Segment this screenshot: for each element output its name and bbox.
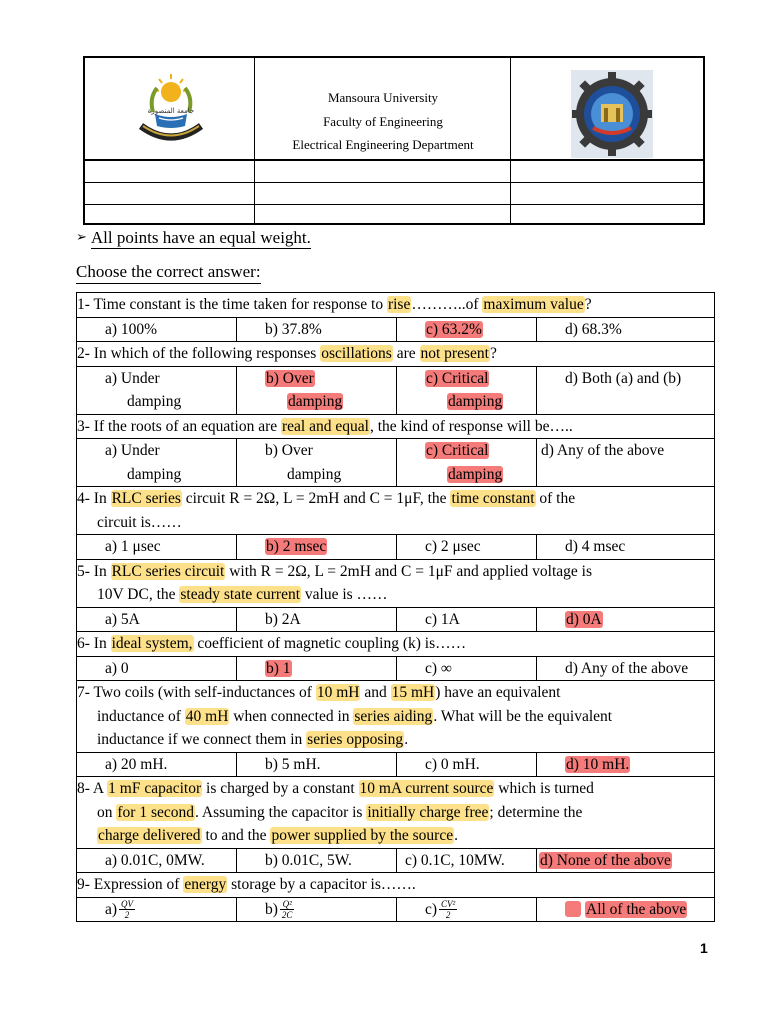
question-row [77, 414, 715, 439]
option-a[interactable]: a) 1 μsec [77, 535, 237, 560]
option-a[interactable]: a) Under damping [77, 439, 237, 487]
question-row [77, 632, 715, 657]
option-a[interactable]: a) 100% [77, 317, 237, 342]
question-7: 7- Two coils (with self-inductances of 10 mH and 15 mH) have an equivalent inductance of 40 mH when connected in series aiding. What will be the equivalent inductance if we connect them in series opposing. [77, 681, 715, 753]
question-row [77, 342, 715, 367]
question-2: 2- In which of the following responses oscillations are not present? [77, 342, 715, 367]
option-b[interactable]: b) 2A [237, 607, 397, 632]
options-row [77, 317, 715, 342]
question-8: 8- A 1 mF capacitor is charged by a constant 10 mA current source which is turned on for 1 second. Assuming the capacitor is initially charge free; determine the charge delivered to and the power supplied by the source. [77, 777, 715, 849]
weight-note-text: All points have an equal weight. [90, 228, 311, 247]
option-a[interactable]: a) 0 [77, 656, 237, 681]
option-b[interactable]: b) 2 msec [237, 535, 397, 560]
option-a[interactable]: a) 5A [77, 607, 237, 632]
option-c[interactable]: c) 63.2% [397, 317, 537, 342]
options-row [77, 848, 715, 873]
option-b[interactable]: b) 0.01C, 5W. [237, 848, 397, 873]
options-row [77, 607, 715, 632]
faculty-name: Faculty of Engineering [323, 113, 443, 129]
option-c[interactable]: c) 2 μsec [397, 535, 537, 560]
option-c[interactable]: c) 0 mH. [397, 752, 537, 777]
options-row [77, 897, 715, 922]
header-title-block [255, 86, 511, 157]
formula-cv2-over-2: $\frac{\text{CV²}}{2}$ [441, 899, 456, 921]
question-row [77, 873, 715, 898]
option-d[interactable]: d) 4 msec [537, 535, 715, 560]
option-d[interactable]: d) 0A [537, 607, 715, 632]
option-c[interactable]: c) 0.1C, 10MW. [397, 848, 537, 873]
option-b[interactable]: b) Over damping [237, 366, 397, 414]
option-b[interactable]: b) Over damping [237, 439, 397, 487]
question-row [77, 681, 715, 753]
option-b[interactable]: b) 1 [237, 656, 397, 681]
questions-table [76, 292, 715, 922]
university-name: Mansoura University [327, 90, 439, 105]
option-d[interactable]: d) Any of the above [537, 439, 715, 487]
question-4: 4- In RLC series circuit R = 2Ω, L = 2mH and C = 1μF, the time constant of the circuit is…… [77, 487, 715, 535]
option-b[interactable]: b) 5 mH. [237, 752, 397, 777]
question-6: 6- In ideal system, coefficient of magnetic coupling (k) is…… [77, 632, 715, 657]
faculty-of-engineering-logo [571, 70, 653, 158]
option-d[interactable]: d) Any of the above [537, 656, 715, 681]
svg-text:جامعة المنصورة: جامعة المنصورة [147, 107, 195, 115]
question-3: 3- If the roots of an equation are real and equal, the kind of response will be….. [77, 414, 715, 439]
option-a[interactable]: a) 0.01C, 0MW. [77, 848, 237, 873]
option-c[interactable]: c) 1A [397, 607, 537, 632]
section-heading: Choose the correct answer: [76, 262, 261, 284]
arrow-bullet-icon: ➢ [76, 229, 87, 244]
header-divider [85, 204, 703, 205]
formula-qv-over-2: $\frac{QV}{2}$ [121, 899, 134, 921]
header-table [83, 56, 705, 225]
option-a[interactable]: a) Under damping [77, 366, 237, 414]
option-c[interactable]: c) Critical damping [397, 439, 537, 487]
options-row [77, 656, 715, 681]
option-d[interactable]: d) None of the above [537, 848, 715, 873]
header-divider [85, 159, 703, 161]
formula-q2-over-2c: $\frac{\text{Q²}}{2C}$ [281, 899, 293, 921]
option-b[interactable]: b) 37.8% [237, 317, 397, 342]
page-number: 1 [700, 940, 708, 956]
question-9: 9- Expression of energy storage by a capacitor is……. [77, 873, 715, 898]
question-row [77, 777, 715, 849]
options-row [77, 752, 715, 777]
question-5: 5- In RLC series circuit with R = 2Ω, L = 2mH and C = 1μF and applied voltage is 10V DC, the steady state current value is …… [77, 559, 715, 607]
question-row [77, 559, 715, 607]
question-row [77, 293, 715, 318]
option-d[interactable]: d) 10 mH. [537, 752, 715, 777]
option-d[interactable]: d) 68.3% [537, 317, 715, 342]
department-name: Electrical Engineering Department [292, 137, 474, 152]
option-d[interactable]: All of the above [537, 897, 715, 922]
option-c[interactable]: c) $\frac{\text{CV²}}{2}$ [397, 897, 537, 922]
question-row [77, 487, 715, 535]
question-1: 1- Time constant is the time taken for response to rise………..of maximum value? [77, 293, 715, 318]
option-d[interactable]: d) Both (a) and (b) [537, 366, 715, 414]
option-c[interactable]: c) Critical damping [397, 366, 537, 414]
options-row [77, 535, 715, 560]
weight-note [76, 228, 311, 248]
options-row [77, 366, 715, 414]
option-a[interactable]: a) $\frac{QV}{2}$ [77, 897, 237, 922]
option-a[interactable]: a) 20 mH. [77, 752, 237, 777]
header-divider [85, 182, 703, 183]
option-b[interactable]: b) $\frac{\text{Q²}}{2C}$ [237, 897, 397, 922]
option-c[interactable]: c) ∞ [397, 656, 537, 681]
answer-highlight-mark [565, 901, 581, 917]
options-row [77, 439, 715, 487]
mansoura-university-logo [131, 68, 211, 148]
